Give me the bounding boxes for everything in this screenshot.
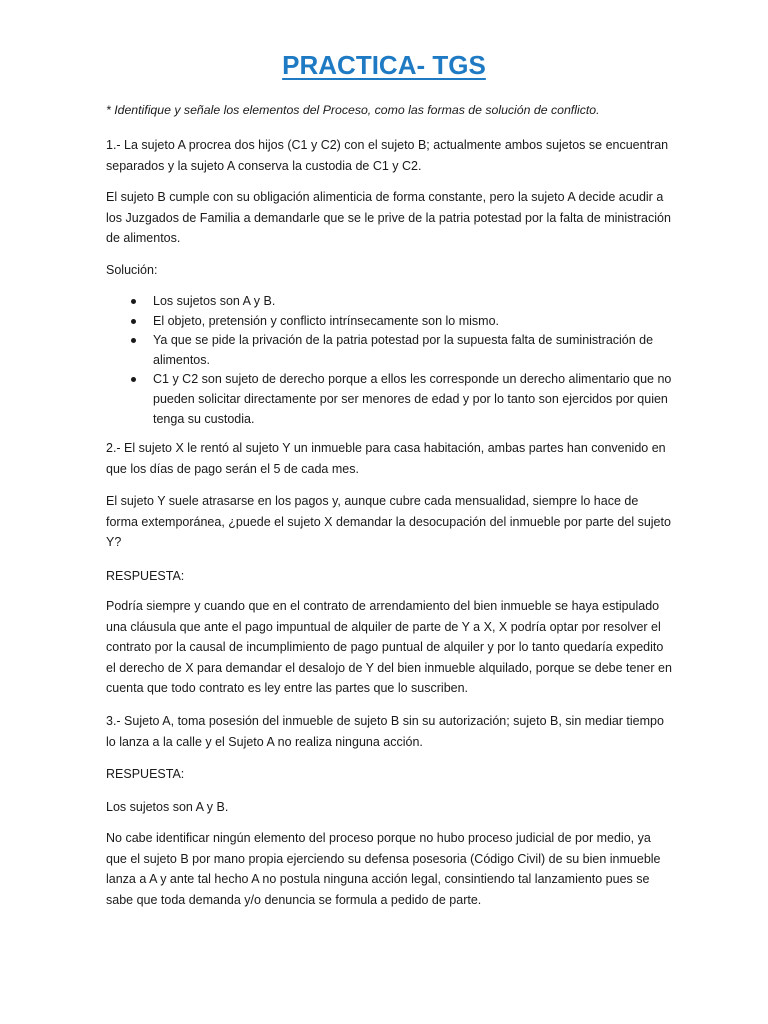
solution-bullet-list (106, 292, 672, 429)
bullet-icon (131, 299, 136, 304)
question-3-answer-1: Los sujetos son A y B. (106, 800, 229, 814)
answer-label-2: RESPUESTA: (106, 569, 185, 583)
question-3-paragraph: 3.- Sujeto A, toma posesión del inmueble de sujeto B sin su autorización; sujeto B, sin mediar tiempo lo lanza a la calle y el Sujeto A no realiza ninguna acción. (106, 714, 664, 749)
question-2-paragraph-1: 2.- El sujeto X le rentó al sujeto Y un inmueble para casa habitación, ambas partes han convenido en que los días de pago serán el 5 de cada mes. (106, 441, 666, 476)
solution-label: Solución: (106, 263, 158, 277)
list-item (106, 370, 672, 429)
question-2-paragraph-2: El sujeto Y suele atrasarse en los pagos y, aunque cubre cada mensualidad, siempre lo hace de forma extemporánea, ¿puede el sujeto X demandar la desocupación del inmueble por parte del sujeto Y? (106, 494, 671, 549)
list-item-text: Ya que se pide la privación de la patria potestad por la supuesta falta de suministración de alimentos. (153, 333, 654, 367)
list-item-text: El objeto, pretensión y conflicto intrínsecamente son lo mismo. (153, 313, 500, 328)
bullet-icon (131, 319, 136, 324)
bullet-icon (131, 377, 136, 382)
list-item-text: Los sujetos son A y B. (153, 294, 276, 308)
list-item (106, 312, 672, 332)
bullet-icon (131, 338, 136, 343)
question-1-paragraph-1: 1.- La sujeto A procrea dos hijos (C1 y C2) con el sujeto B; actualmente ambos sujetos se encuentran separados y la sujeto A conserva la custodia de C1 y C2. (106, 138, 669, 173)
answer-label-3: RESPUESTA: (106, 767, 185, 781)
instruction-text: * Identifique y señale los elementos del Proceso, como las formas de solución de conflicto. (106, 103, 600, 117)
list-item (106, 331, 672, 370)
page-title: PRACTICA- TGS (282, 50, 486, 80)
question-2-answer: Podría siempre y cuando que en el contrato de arrendamiento del bien inmueble se haya estipulado una cláusula que ante el pago impuntual de alquiler de parte de Y a X, X podría optar por resolver el contrato por la causal de incumplimiento de pago puntual de alquiler y por lo tanto quedaría expedito el derecho de X para demandar el desalojo de Y del bien inmueble alquilado, porque se debe tener en cuenta que todo contrato es ley entre las partes que lo suscriben. (106, 599, 672, 695)
list-item (106, 292, 672, 312)
question-3-answer-2: No cabe identificar ningún elemento del proceso porque no hubo proceso judicial de por medio, ya que el sujeto B por mano propia ejerciendo su defensa posesoria (Código Civil) de su bien inmueble lanza a A y ante tal hecho A no postula ninguna acción legal, consintiendo tal lanzamiento pues se sabe que toda demanda y/o denuncia se formula a pedido de parte. (106, 831, 661, 907)
list-item-text: C1 y C2 son sujeto de derecho porque a ellos les corresponde un derecho alimentario que no pueden solicitar directamente por ser menores de edad y por lo tanto son ejercidos por quien tenga su custodia. (153, 372, 672, 426)
question-1-paragraph-2: El sujeto B cumple con su obligación alimenticia de forma constante, pero la sujeto A decide acudir a los Juzgados de Familia a demandarle que se le prive de la patria potestad por la falta de ministración de alimentos. (106, 190, 671, 245)
